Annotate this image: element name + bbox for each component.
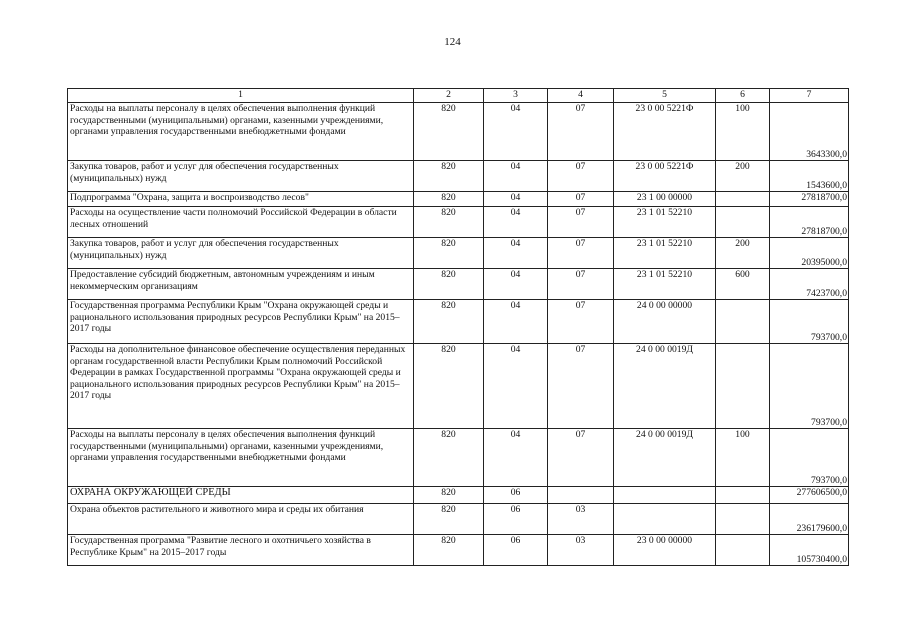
cell-col6	[716, 344, 770, 429]
cell-col6	[716, 487, 770, 504]
cell-col2: 820	[414, 487, 484, 504]
cell-col2: 820	[414, 207, 484, 238]
cell-col5: 24 0 00 0019Д	[614, 429, 716, 487]
table-row	[68, 161, 849, 192]
cell-col3: 06	[484, 504, 548, 535]
cell-amount: 236179600,0	[770, 504, 849, 535]
cell-amount: 1543600,0	[770, 161, 849, 192]
cell-col6: 100	[716, 103, 770, 161]
cell-col3: 04	[484, 429, 548, 487]
table-row	[68, 238, 849, 269]
cell-col3: 06	[484, 535, 548, 566]
cell-col3: 04	[484, 207, 548, 238]
cell-col5	[614, 504, 716, 535]
cell-amount: 105730400,0	[770, 535, 849, 566]
header-cell: 4	[548, 89, 614, 103]
cell-amount: 7423700,0	[770, 269, 849, 300]
cell-col4: 07	[548, 103, 614, 161]
table-row	[68, 535, 849, 566]
cell-col6: 100	[716, 429, 770, 487]
cell-col4: 07	[548, 207, 614, 238]
cell-col2: 820	[414, 344, 484, 429]
cell-col5	[614, 487, 716, 504]
cell-col3: 04	[484, 103, 548, 161]
row-description: ОХРАНА ОКРУЖАЮЩЕЙ СРЕДЫ	[68, 487, 414, 504]
cell-col4: 07	[548, 300, 614, 344]
page-number: 124	[444, 36, 461, 48]
cell-col2: 820	[414, 504, 484, 535]
cell-amount: 793700,0	[770, 300, 849, 344]
header-cell: 5	[614, 89, 716, 103]
cell-col2: 820	[414, 300, 484, 344]
cell-col2: 820	[414, 238, 484, 269]
row-description: Закупка товаров, работ и услуг для обеспечения государственных (муниципальных) нужд	[68, 161, 414, 192]
cell-col3: 04	[484, 269, 548, 300]
cell-col6	[716, 535, 770, 566]
header-row	[68, 89, 849, 103]
budget-table	[67, 88, 849, 566]
cell-col2: 820	[414, 429, 484, 487]
header-cell: 6	[716, 89, 770, 103]
cell-amount: 27818700,0	[770, 192, 849, 207]
row-description: Расходы на осуществление части полномочий Российской Федерации в области лесных отношений	[68, 207, 414, 238]
row-description: Расходы на выплаты персоналу в целях обеспечения выполнения функций государственными (муниципальными) органами, казенными учреждениями, органами управления государственными внебюджетными фондами	[68, 103, 414, 161]
cell-col5: 23 1 01 52210	[614, 269, 716, 300]
cell-col5: 24 0 00 00000	[614, 300, 716, 344]
cell-col5: 23 0 00 5221Ф	[614, 103, 716, 161]
cell-amount: 277606500,0	[770, 487, 849, 504]
cell-col6	[716, 207, 770, 238]
cell-col5: 23 0 00 5221Ф	[614, 161, 716, 192]
cell-col4: 07	[548, 344, 614, 429]
cell-col2: 820	[414, 535, 484, 566]
cell-col3: 04	[484, 192, 548, 207]
cell-col6	[716, 504, 770, 535]
cell-col4: 03	[548, 504, 614, 535]
table-row	[68, 429, 849, 487]
cell-amount: 793700,0	[770, 429, 849, 487]
row-description: Расходы на выплаты персоналу в целях обеспечения выполнения функций государственными (муниципальными) органами, казенными учреждениями, органами управления государственными внебюджетными фондами	[68, 429, 414, 487]
cell-col5: 23 1 00 00000	[614, 192, 716, 207]
cell-col6	[716, 192, 770, 207]
header-cell: 1	[68, 89, 414, 103]
cell-col5: 23 0 00 00000	[614, 535, 716, 566]
cell-col5: 23 1 01 52210	[614, 207, 716, 238]
table-row	[68, 192, 849, 207]
header-cell: 7	[770, 89, 849, 103]
cell-amount: 27818700,0	[770, 207, 849, 238]
cell-col3: 04	[484, 238, 548, 269]
cell-col2: 820	[414, 192, 484, 207]
cell-col3: 04	[484, 344, 548, 429]
cell-col4: 07	[548, 161, 614, 192]
cell-col2: 820	[414, 103, 484, 161]
cell-col4: 07	[548, 269, 614, 300]
cell-col2: 820	[414, 161, 484, 192]
header-cell: 3	[484, 89, 548, 103]
cell-amount: 793700,0	[770, 344, 849, 429]
row-description: Закупка товаров, работ и услуг для обеспечения государственных (муниципальных) нужд	[68, 238, 414, 269]
cell-col4	[548, 487, 614, 504]
cell-col6	[716, 300, 770, 344]
cell-col6: 200	[716, 161, 770, 192]
table-row	[68, 103, 849, 161]
table-row	[68, 504, 849, 535]
cell-col2: 820	[414, 269, 484, 300]
table-row	[68, 269, 849, 300]
cell-col3: 06	[484, 487, 548, 504]
table-row	[68, 487, 849, 504]
cell-col3: 04	[484, 161, 548, 192]
cell-amount: 20395000,0	[770, 238, 849, 269]
cell-col5: 23 1 01 52210	[614, 238, 716, 269]
cell-col6: 600	[716, 269, 770, 300]
row-description: Предоставление субсидий бюджетным, автономным учреждениям и иным некоммерческим организациям	[68, 269, 414, 300]
cell-col4: 07	[548, 238, 614, 269]
row-description: Государственная программа Республики Крым "Охрана окружающей среды и рационального использования природных ресурсов Республики Крым" на 2015–2017 годы	[68, 300, 414, 344]
cell-amount: 3643300,0	[770, 103, 849, 161]
table-row	[68, 207, 849, 238]
cell-col3: 04	[484, 300, 548, 344]
header-cell: 2	[414, 89, 484, 103]
cell-col4: 07	[548, 192, 614, 207]
row-description: Государственная программа "Развитие лесного и охотничьего хозяйства в Республике Крым" на 2015–2017 годы	[68, 535, 414, 566]
cell-col5: 24 0 00 0019Д	[614, 344, 716, 429]
table-row	[68, 300, 849, 344]
row-description: Расходы на дополнительное финансовое обеспечение осуществления переданных органам государственной власти Республики Крым полномочий Российской Федерации в рамках Государственной программы "Охрана окружающей среды и рационального использования природных ресурсов Республики Крым" на 2015–2017 годы	[68, 344, 414, 429]
cell-col4: 07	[548, 429, 614, 487]
row-description: Охрана объектов растительного и животного мира и среды их обитания	[68, 504, 414, 535]
cell-col6: 200	[716, 238, 770, 269]
cell-col4: 03	[548, 535, 614, 566]
table-row	[68, 344, 849, 429]
row-description: Подпрограмма "Охрана, защита и воспроизводство лесов"	[68, 192, 414, 207]
